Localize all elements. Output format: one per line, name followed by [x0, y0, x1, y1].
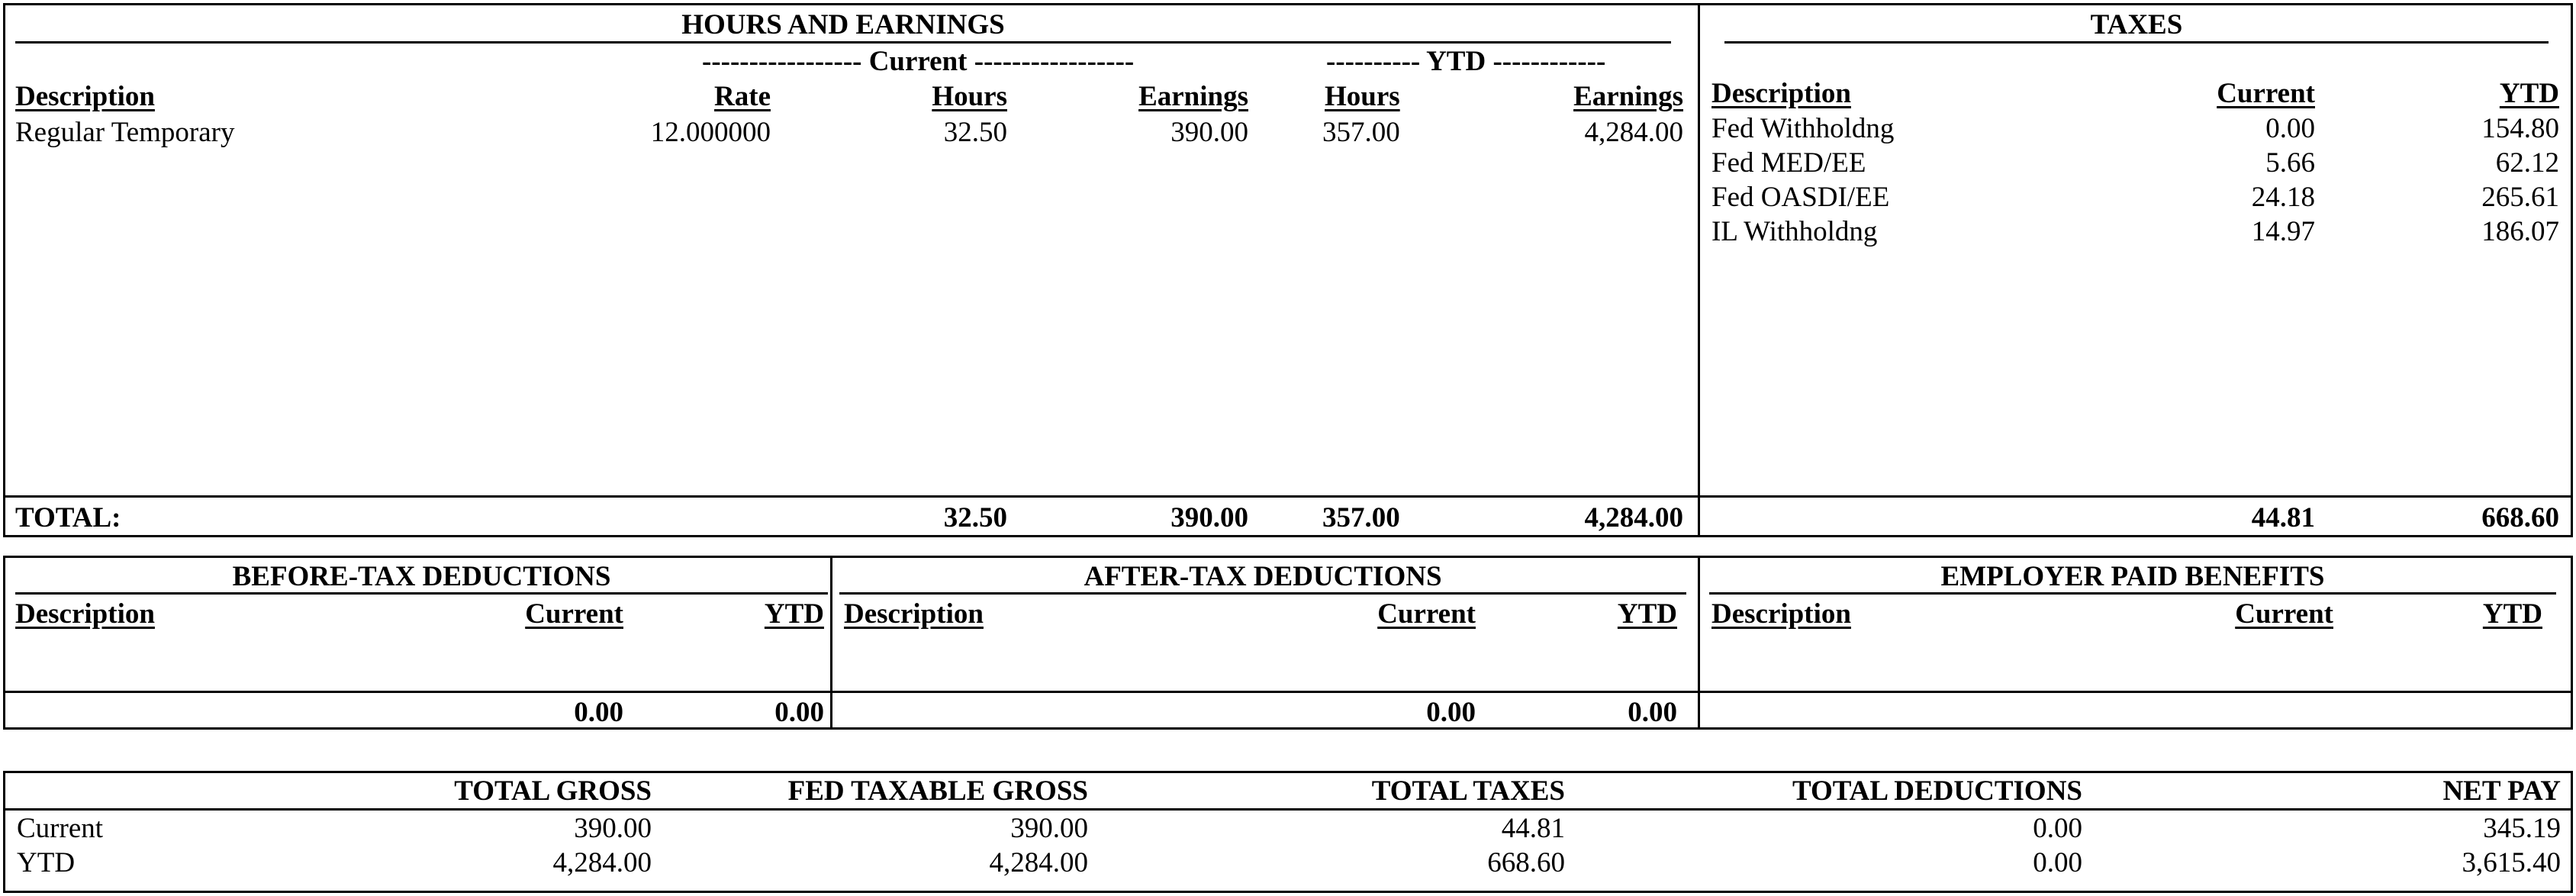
summary-ytd-total-deductions: 0.00	[2033, 847, 2082, 878]
after-tax-col-description: Description	[844, 598, 984, 630]
summary-current-total-deductions: 0.00	[2033, 813, 2082, 844]
deductions-divider-1	[830, 556, 832, 730]
he-total-ytd-hours: 357.00	[1322, 502, 1400, 533]
taxes-total-ytd: 668.60	[2481, 502, 2559, 533]
he-total-current-hours: 32.50	[943, 502, 1007, 533]
summary-current-total-gross: 390.00	[574, 813, 652, 844]
he-col-rate: Rate	[714, 81, 771, 112]
taxes-total-current: 44.81	[2251, 502, 2315, 533]
top-section-divider	[1698, 3, 1700, 537]
before-tax-total-current: 0.00	[574, 697, 623, 728]
before-tax-total-ytd: 0.00	[774, 697, 824, 728]
before-tax-col-description: Description	[15, 598, 155, 630]
hours-earnings-title-rule	[15, 41, 1671, 44]
tax-row-ytd: 154.80	[2481, 113, 2559, 144]
tax-row-ytd: 265.61	[2481, 182, 2559, 213]
employer-benefits-col-current: Current	[2235, 598, 2333, 630]
after-tax-title-rule	[839, 592, 1686, 595]
he-row-current-earnings: 390.00	[1170, 117, 1248, 148]
before-tax-col-current: Current	[525, 598, 623, 630]
top-total-separator	[3, 495, 2573, 498]
taxes-col-current: Current	[2217, 78, 2315, 109]
he-row-description: Regular Temporary	[15, 117, 235, 148]
employer-benefits-col-ytd: YTD	[2482, 598, 2542, 630]
hours-earnings-title: HOURS AND EARNINGS	[681, 9, 1005, 40]
tax-row-current: 24.18	[2251, 182, 2315, 213]
summary-header-total-deductions: TOTAL DEDUCTIONS	[1792, 775, 2082, 807]
tax-row-ytd: 62.12	[2495, 147, 2559, 179]
tax-row-description: Fed MED/EE	[1711, 147, 1866, 179]
before-tax-title: BEFORE-TAX DEDUCTIONS	[232, 561, 611, 592]
he-row-current-hours: 32.50	[943, 117, 1007, 148]
after-tax-col-current: Current	[1377, 598, 1476, 630]
deductions-total-separator	[3, 691, 2573, 693]
he-col-description: Description	[15, 81, 155, 112]
before-tax-title-rule	[15, 592, 828, 595]
summary-header-total-gross: TOTAL GROSS	[454, 775, 652, 807]
employer-benefits-title-rule	[1709, 592, 2556, 595]
he-row-ytd-earnings: 4,284.00	[1584, 117, 1683, 148]
he-col-ytd-hours: Hours	[1325, 81, 1400, 112]
tax-row-current: 5.66	[2265, 147, 2315, 179]
before-tax-col-ytd: YTD	[764, 598, 824, 630]
tax-row-ytd: 186.07	[2481, 216, 2559, 247]
tax-row-current: 0.00	[2265, 113, 2315, 144]
he-row-rate: 12.000000	[650, 117, 771, 148]
he-col-current-hours: Hours	[932, 81, 1007, 112]
deductions-divider-2	[1698, 556, 1700, 730]
summary-ytd-net-pay: 3,615.40	[2462, 847, 2561, 878]
summary-current-net-pay: 345.19	[2483, 813, 2561, 844]
summary-header-net-pay: NET PAY	[2442, 775, 2561, 807]
taxes-title: TAXES	[2090, 9, 2183, 40]
he-col-ytd-earnings: Earnings	[1573, 81, 1683, 112]
taxes-col-ytd: YTD	[2499, 78, 2559, 109]
he-row-ytd-hours: 357.00	[1322, 117, 1400, 148]
he-total-current-earnings: 390.00	[1170, 502, 1248, 533]
summary-header-total-taxes: TOTAL TAXES	[1371, 775, 1565, 807]
summary-ytd-total-gross: 4,284.00	[552, 847, 652, 878]
tax-row-description: Fed OASDI/EE	[1711, 182, 1890, 213]
he-col-current-earnings: Earnings	[1138, 81, 1248, 112]
after-tax-col-ytd: YTD	[1617, 598, 1677, 630]
tax-row-description: IL Withholdng	[1711, 216, 1878, 247]
after-tax-title: AFTER-TAX DEDUCTIONS	[1084, 561, 1442, 592]
he-total-label: TOTAL:	[15, 502, 121, 533]
taxes-col-description: Description	[1711, 78, 1851, 109]
summary-ytd-fed-taxable-gross: 4,284.00	[989, 847, 1088, 878]
ytd-group-label: ---------- YTD ------------	[1326, 46, 1606, 77]
current-group-label: ----------------- Current -----------------	[702, 46, 1135, 77]
after-tax-total-current: 0.00	[1426, 697, 1476, 728]
after-tax-total-ytd: 0.00	[1628, 697, 1677, 728]
tax-row-current: 14.97	[2251, 216, 2315, 247]
taxes-title-rule	[1724, 41, 2549, 44]
tax-row-description: Fed Withholdng	[1711, 113, 1895, 144]
he-total-ytd-earnings: 4,284.00	[1584, 502, 1683, 533]
summary-ytd-label: YTD	[17, 847, 76, 878]
summary-header-fed-taxable-gross: FED TAXABLE GROSS	[787, 775, 1088, 807]
summary-ytd-total-taxes: 668.60	[1487, 847, 1565, 878]
employer-benefits-col-description: Description	[1711, 598, 1851, 630]
employer-benefits-title: EMPLOYER PAID BENEFITS	[1940, 561, 2325, 592]
summary-current-total-taxes: 44.81	[1501, 813, 1565, 844]
summary-current-label: Current	[17, 813, 104, 844]
summary-header-separator	[3, 808, 2573, 811]
summary-current-fed-taxable-gross: 390.00	[1010, 813, 1088, 844]
